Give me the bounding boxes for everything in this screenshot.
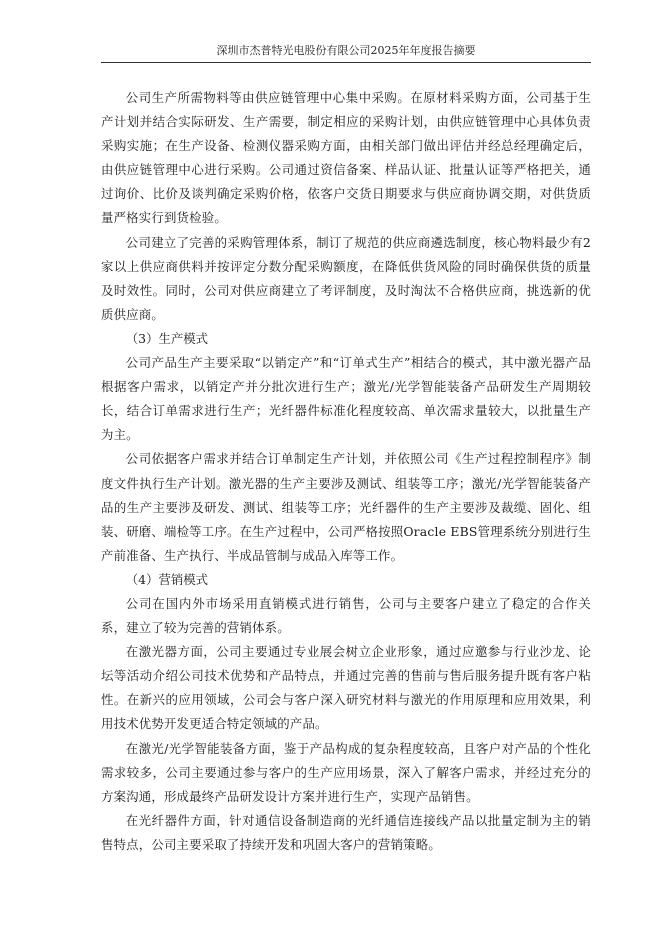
paragraph-direct-sales: 公司在国内外市场采用直销模式进行销售，公司与主要客户建立了稳定的合作关系，建立了较为完善的营销体系。 <box>101 595 591 636</box>
section-heading-production-mode: （3）生产模式 <box>125 330 209 346</box>
paragraph-procurement-process: 公司生产所需物料等由供应链管理中心集中采购。在原材料采购方面，公司基于生产计划并结合实际研发、生产需要，制定相应的采购计划，由供应链管理中心具体负责采购实施；在生产设备、检测仪器采购方面，由相关部门做出评估并经总经理确定后，由供应链管理中心进行采购。公司通过资信备案、样品认证、批量认证等严格把关，通过询价、比价及谈判确定采购价格，依客户交货日期要求与供应商协调交期，对供货质量严格实行到货检验。 <box>101 90 591 226</box>
paragraph-fiber-marketing: 在光纤器件方面，针对通信设备制造商的光纤通信连接线产品以批量定制为主的销售特点，公司主要采取了持续开发和巩固大客户的营销策略。 <box>101 812 591 852</box>
paragraph-production-mode: 公司产品生产主要采取“以销定产”和“订单式生产”相结合的模式，其中激光器产品根据客户需求，以销定产并分批次进行生产；激光/光学智能装备产品研发生产周期较长，结合订单需求进行生产；光纤器件标准化程度较高、单次需求量较大，以批量生产为主。 <box>101 355 591 443</box>
header-divider <box>101 62 591 63</box>
section-heading-marketing-mode: （4）营销模式 <box>125 571 209 587</box>
paragraph-laser-marketing: 在激光器方面，公司主要通过专业展会树立企业形象，通过应邀参与行业沙龙、论坛等活动介绍公司技术优势和产品特点，并通过完善的售前与售后服务提升既有客户粘性。在新兴的应用领域，公司会与客户深入研究材料与激光的作用原理和应用效果，利用技术优势开发更适合特定领域的产品。 <box>101 644 591 732</box>
document-body <box>101 86 591 857</box>
paragraph-equipment-marketing: 在激光/光学智能装备方面，鉴于产品构成的复杂程度较高，且客户对产品的个性化需求较多，公司主要通过参与客户的生产应用场景，深入了解客户需求，并经过充分的方案沟通，形成最终产品研发设计方案并进行生产，实现产品销售。 <box>101 740 591 804</box>
paragraph-procurement-system: 公司建立了完善的采购管理体系，制订了规范的供应商遴选制度，核心物料最少有2家以上供应商供料并按评定分数分配采购额度，在降低供货风险的同时确保供货的质量及时效性。同时，公司对供应商建立了考评制度，及时淘汰不合格供应商，挑选新的优质供应商。 <box>101 234 591 322</box>
paragraph-production-plan: 公司依据客户需求并结合订单制定生产计划，并依照公司《生产过程控制程序》制度文件执行生产计划。激光器的生产主要涉及测试、组装等工序；激光/光学智能装备产品的生产主要涉及研发、测试、组装等工序；光纤器件的生产主要涉及裁缆、固化、组装、研磨、端检等工序。在生产过程中，公司严格按照Oracle EBS管理系统分别进行生产前准备、生产执行、半成品管制与成品入库等工作。 <box>101 451 591 563</box>
page-header: 深圳市杰普特光电股份有限公司2025年年度报告摘要 <box>216 44 476 57</box>
